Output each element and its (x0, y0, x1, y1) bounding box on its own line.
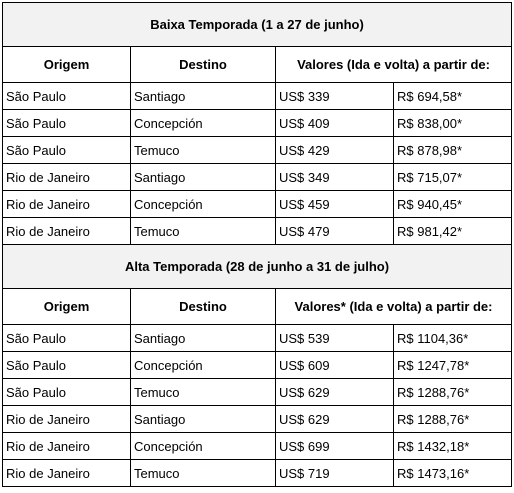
header-origem: Origem (3, 289, 131, 325)
header-valores: Valores* (Ida e volta) a partir de: (276, 289, 512, 325)
table-row (3, 137, 512, 164)
price-usd-cell: US$ 629 (276, 379, 394, 406)
destination-cell: Santiago (131, 406, 276, 433)
price-usd-cell: US$ 699 (276, 433, 394, 460)
destination-cell: Temuco (131, 137, 276, 164)
origin-cell: São Paulo (3, 379, 131, 406)
origin-cell: São Paulo (3, 83, 131, 110)
price-brl-cell: R$ 838,00* (394, 110, 512, 137)
price-usd-cell: US$ 429 (276, 137, 394, 164)
destination-cell: Santiago (131, 164, 276, 191)
origin-cell: Rio de Janeiro (3, 218, 131, 245)
table-row (3, 218, 512, 245)
destination-cell: Concepción (131, 110, 276, 137)
low-season-title-row (3, 3, 512, 47)
price-brl-cell: R$ 940,45* (394, 191, 512, 218)
price-usd-cell: US$ 349 (276, 164, 394, 191)
low-season-title: Baixa Temporada (1 a 27 de junho) (3, 3, 512, 47)
destination-cell: Santiago (131, 83, 276, 110)
origin-cell: São Paulo (3, 110, 131, 137)
price-brl-cell: R$ 694,58* (394, 83, 512, 110)
header-origem: Origem (3, 47, 131, 83)
price-usd-cell: US$ 409 (276, 110, 394, 137)
price-usd-cell: US$ 539 (276, 325, 394, 352)
table-row (3, 110, 512, 137)
origin-cell: Rio de Janeiro (3, 460, 131, 487)
table-row (3, 379, 512, 406)
price-brl-cell: R$ 1247,78* (394, 352, 512, 379)
table-row (3, 164, 512, 191)
table-row (3, 83, 512, 110)
price-brl-cell: R$ 878,98* (394, 137, 512, 164)
table-row (3, 406, 512, 433)
fares-table-body (3, 3, 512, 487)
origin-cell: São Paulo (3, 325, 131, 352)
origin-cell: São Paulo (3, 352, 131, 379)
fares-table (2, 2, 512, 487)
header-valores: Valores (Ida e volta) a partir de: (276, 47, 512, 83)
origin-cell: Rio de Janeiro (3, 164, 131, 191)
destination-cell: Concepción (131, 191, 276, 218)
table-row (3, 460, 512, 487)
price-usd-cell: US$ 719 (276, 460, 394, 487)
table-row (3, 191, 512, 218)
price-usd-cell: US$ 459 (276, 191, 394, 218)
table-header-row (3, 289, 512, 325)
destination-cell: Santiago (131, 325, 276, 352)
price-usd-cell: US$ 339 (276, 83, 394, 110)
high-season-title-row (3, 245, 512, 289)
price-brl-cell: R$ 1288,76* (394, 406, 512, 433)
price-brl-cell: R$ 1432,18* (394, 433, 512, 460)
origin-cell: Rio de Janeiro (3, 433, 131, 460)
table-header-row (3, 47, 512, 83)
price-usd-cell: US$ 629 (276, 406, 394, 433)
table-row (3, 433, 512, 460)
destination-cell: Concepción (131, 352, 276, 379)
destination-cell: Temuco (131, 460, 276, 487)
high-season-title: Alta Temporada (28 de junho a 31 de julho) (3, 245, 512, 289)
header-destino: Destino (131, 289, 276, 325)
price-brl-cell: R$ 715,07* (394, 164, 512, 191)
origin-cell: Rio de Janeiro (3, 406, 131, 433)
origin-cell: São Paulo (3, 137, 131, 164)
header-destino: Destino (131, 47, 276, 83)
destination-cell: Concepción (131, 433, 276, 460)
origin-cell: Rio de Janeiro (3, 191, 131, 218)
price-usd-cell: US$ 479 (276, 218, 394, 245)
table-row (3, 352, 512, 379)
destination-cell: Temuco (131, 218, 276, 245)
price-brl-cell: R$ 1288,76* (394, 379, 512, 406)
table-row (3, 325, 512, 352)
price-usd-cell: US$ 609 (276, 352, 394, 379)
price-brl-cell: R$ 1104,36* (394, 325, 512, 352)
destination-cell: Temuco (131, 379, 276, 406)
price-brl-cell: R$ 1473,16* (394, 460, 512, 487)
price-brl-cell: R$ 981,42* (394, 218, 512, 245)
